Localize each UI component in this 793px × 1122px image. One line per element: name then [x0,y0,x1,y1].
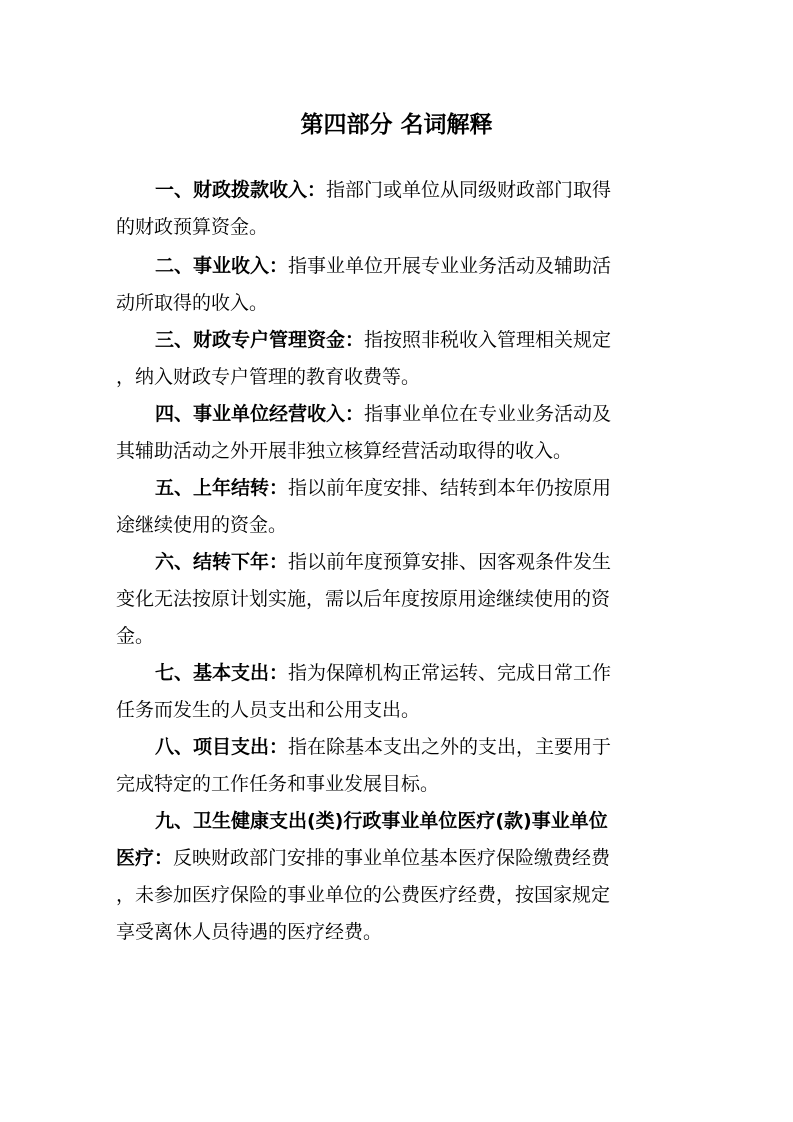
glossary-definition: 指在除基本支出之外的支出，主要用于 [288,736,612,758]
glossary-line [155,399,611,429]
glossary-term: 六、结转下年： [155,551,289,573]
glossary-definition: 指事业单位开展专业业务活动及辅助活 [288,255,612,277]
glossary-term: 九、卫生健康支出(类)行政事业单位医疗(款)事业单位 [155,810,608,832]
glossary-definition: ，纳入财政专户管理的教育收费等。 [116,366,421,388]
glossary-line [116,917,382,947]
glossary-definition: 的财政预算资金。 [116,216,269,238]
glossary-term: 四、事业单位经营收入： [155,403,365,425]
glossary-definition: 指为保障机构正常运转、完成日常工作 [288,662,612,684]
glossary-definition: 指事业单位在专业业务活动及 [364,403,612,425]
glossary-definition: 金。 [116,625,155,647]
glossary-line [116,843,610,873]
glossary-term: 八、项目支出： [155,736,289,758]
glossary-term: 三、财政专户管理资金： [155,329,365,351]
glossary-line [155,658,611,688]
glossary-term: 七、基本支出： [155,662,289,684]
glossary-definition: ，未参加医疗保险的事业单位的公费医疗经费，按国家规定 [116,884,611,906]
glossary-line [155,806,608,836]
glossary-definition: 途继续使用的资金。 [116,514,288,536]
glossary-line [116,362,420,392]
glossary-line [116,288,268,318]
glossary-definition: 完成特定的工作任务和事业发展目标。 [116,773,440,795]
glossary-definition: 反映财政部门安排的事业单位基本医疗保险缴费经费 [173,847,611,869]
glossary-term: 二、事业收入： [155,255,289,277]
glossary-line [116,695,420,725]
glossary-definition: 指按照非税收入管理相关规定 [364,329,612,351]
glossary-definition: 指以前年度预算安排、因客观条件发生 [288,551,612,573]
glossary-definition: 变化无法按原计划实施，需以后年度按原用途继续使用的资 [116,588,611,610]
glossary-line [155,473,611,503]
glossary-term: 五、上年结转： [155,477,289,499]
glossary-term-continued: 医疗： [116,847,174,869]
glossary-line [116,621,154,651]
glossary-line [155,547,611,577]
glossary-line [155,732,611,762]
glossary-definition: 指部门或单位从同级财政部门取得 [326,179,612,201]
glossary-line [116,769,439,799]
glossary-line [116,436,572,466]
glossary-definition: 任务而发生的人员支出和公用支出。 [116,699,421,721]
page-title: 第四部分 名词解释 [300,112,493,138]
glossary-line [155,251,611,281]
glossary-line [116,880,610,910]
glossary-line [155,325,611,355]
glossary-line [116,510,287,540]
glossary-definition: 其辅助活动之外开展非独立核算经营活动取得的收入。 [116,440,573,462]
glossary-definition: 享受离休人员待遇的医疗经费。 [116,921,383,943]
glossary-definition: 动所取得的收入。 [116,292,269,314]
glossary-term: 一、财政拨款收入： [155,179,327,201]
glossary-line [116,584,610,614]
glossary-definition: 指以前年度安排、结转到本年仍按原用 [288,477,612,499]
glossary-line [116,212,268,242]
glossary-line [155,175,611,205]
